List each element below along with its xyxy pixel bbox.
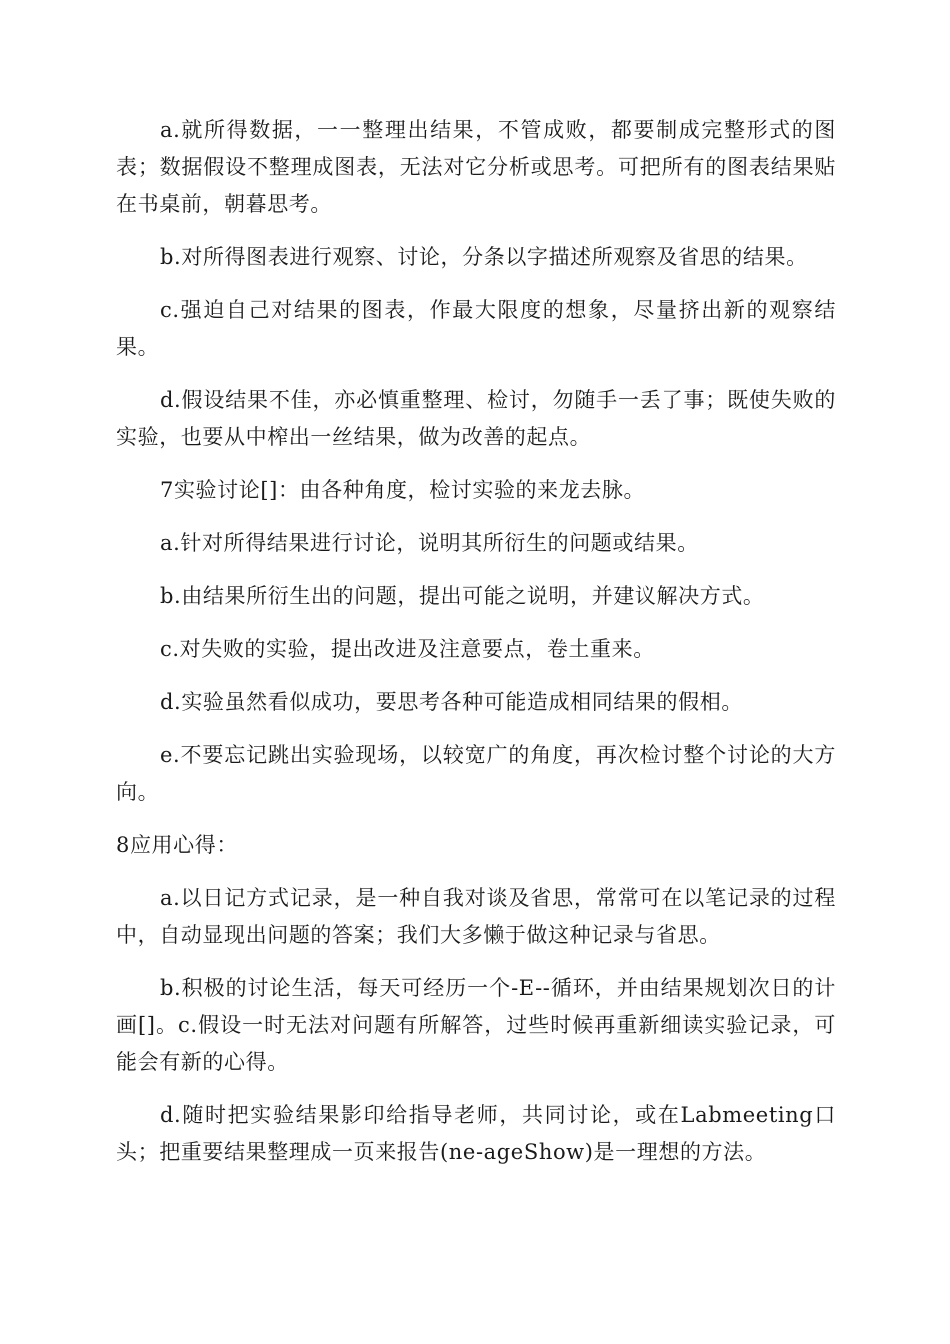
paragraph-7a: a.针对所得结果进行讨论，说明其所衍生的问题或结果。 — [160, 531, 699, 555]
section-heading-8: 8应用心得： — [116, 833, 238, 857]
paragraph-7b: b.由结果所衍生出的问题，提出可能之说明，并建议解决方式。 — [160, 584, 765, 608]
paragraph-8a: a.以日记方式记录，是一种自我对谈及省思，常常可在以笔记录的过程中，自动显现出问题的答案；我们大多懒于做这种记录与省思。 — [116, 886, 836, 947]
paragraph-6d: d.假设结果不佳，亦必慎重整理、检讨，勿随手一丢了事；既使失败的实验，也要从中榨出一丝结果，做为改善的起点。 — [116, 388, 836, 449]
paragraph-7e: e.不要忘记跳出实验现场，以较宽广的角度，再次检讨整个讨论的大方向。 — [116, 743, 836, 804]
paragraph-6c: c.强迫自己对结果的图表，作最大限度的想象，尽量挤出新的观察结果。 — [116, 298, 836, 359]
paragraph-7c: c.对失败的实验，提出改进及注意要点，卷土重来。 — [160, 637, 655, 661]
paragraph-8d: d.随时把实验结果影印给指导老师，共同讨论，或在Labmeeting口头；把重要结果整理成一页来报告(ne-ageShow)是一理想的方法。 — [116, 1103, 836, 1164]
paragraph-6a: a.就所得数据，一一整理出结果，不管成败，都要制成完整形式的图表；数据假设不整理成图表，无法对它分析或思考。可把所有的图表结果贴在书桌前，朝暮思考。 — [116, 118, 836, 216]
paragraph-8b: b.积极的讨论生活，每天可经历一个-E--循环，并由结果规划次日的计画[]。c.假设一时无法对问题有所解答，过些时候再重新细读实验记录，可能会有新的心得。 — [116, 976, 836, 1074]
paragraph-7d: d.实验虽然看似成功，要思考各种可能造成相同结果的假相。 — [160, 690, 743, 714]
paragraph-6b: b.对所得图表进行观察、讨论，分条以字描述所观察及省思的结果。 — [160, 245, 808, 269]
document-page — [116, 112, 836, 1187]
section-heading-7: 7实验讨论[]：由各种角度，检讨实验的来龙去脉。 — [160, 478, 646, 502]
